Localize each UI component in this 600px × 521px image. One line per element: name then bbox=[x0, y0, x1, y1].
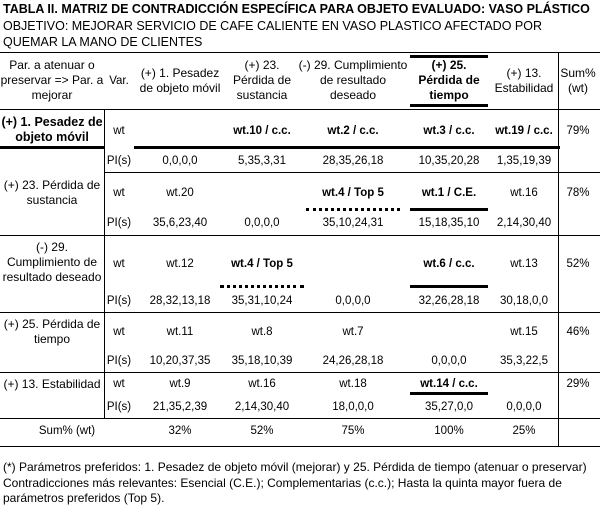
row4-pi-c1: 10,20,37,35 bbox=[149, 355, 211, 367]
preferred-row-marker bbox=[0, 146, 104, 149]
row5-pi-c1: 21,35,2,39 bbox=[152, 401, 208, 413]
header-col-1: (+) 1. Pesadez de objeto móvil bbox=[139, 66, 221, 95]
row3-c1: wt.12 bbox=[166, 258, 194, 270]
row3-wt: wt bbox=[113, 258, 125, 270]
row2-c1: wt.20 bbox=[166, 187, 194, 199]
row5-c23: wt.16 bbox=[248, 378, 276, 390]
row-label-29: (-) 29. Cumplimiento de resultado deseado bbox=[2, 240, 102, 284]
row2-wt: wt bbox=[113, 187, 125, 199]
row2-sum: 78% bbox=[566, 187, 590, 199]
row1-bottom-rule bbox=[104, 172, 600, 173]
preferred-col-marker-bottom bbox=[410, 104, 488, 107]
row2-pi-c1: 35,6,23,40 bbox=[152, 217, 208, 229]
sum-c23: 52% bbox=[250, 425, 274, 437]
sum-c1: 32% bbox=[168, 425, 192, 437]
row2-pi: PI(s) bbox=[106, 217, 132, 229]
row1-wt: wt bbox=[113, 125, 125, 137]
footnote bbox=[3, 460, 597, 507]
top5-marker-2 bbox=[220, 285, 304, 288]
row3-pi-c1: 28,32,13,18 bbox=[149, 295, 211, 307]
row3-c23: wt.4 / Top 5 bbox=[231, 258, 293, 270]
row1-pi-c1: 0,0,0,0 bbox=[162, 155, 198, 167]
row2-pi-c25: 15,18,35,10 bbox=[418, 217, 480, 229]
row5-c29: wt.18 bbox=[339, 378, 367, 390]
row2-pi-c13: 2,14,30,40 bbox=[496, 217, 552, 229]
row-label-1: (+) 1. Pesadez de objeto móvil bbox=[1, 115, 103, 144]
row4-sum: 46% bbox=[566, 326, 590, 338]
sum-c13: 25% bbox=[512, 425, 536, 437]
row3-pi-c25: 32,26,28,18 bbox=[418, 295, 480, 307]
row2-pi-c23: 0,0,0,0 bbox=[244, 217, 280, 229]
row1-sum: 79% bbox=[566, 125, 590, 137]
col-divider-sum bbox=[558, 53, 559, 446]
header-col-13: (+) 13. Estabilidad bbox=[494, 66, 554, 95]
sum-row-label: Sum% (wt) bbox=[38, 425, 96, 437]
row2-bottom-rule bbox=[0, 235, 600, 236]
row1-c25: wt.3 / c.c. bbox=[423, 125, 475, 137]
row1-pi-c25: 10,35,20,28 bbox=[418, 155, 480, 167]
header-rule bbox=[0, 109, 600, 110]
row1-pi-c29: 28,35,26,18 bbox=[322, 155, 384, 167]
row3-marker bbox=[410, 285, 488, 288]
row4-c29: wt.7 bbox=[342, 326, 364, 338]
row-label-13: (+) 13. Estabilidad bbox=[3, 377, 101, 391]
row1-pi-c13: 1,35,19,39 bbox=[496, 155, 552, 167]
header-corner: Par. a atenuar o preservar => Par. a mejorar bbox=[0, 58, 104, 102]
header-col-25: (+) 25. Pérdida de tiempo bbox=[418, 58, 480, 102]
row2-pi-c29: 35,10,24,31 bbox=[322, 217, 384, 229]
row1-c23: wt.10 / c.c. bbox=[233, 125, 291, 137]
row3-sum: 52% bbox=[566, 258, 590, 270]
row4-wt: wt bbox=[113, 326, 125, 338]
header-col-23: (+) 23. Pérdida de sustancia bbox=[232, 58, 292, 102]
row5-pi-c29: 18,0,0,0 bbox=[332, 401, 374, 413]
essential-marker bbox=[410, 208, 488, 211]
row5-bottom-rule bbox=[0, 418, 600, 419]
preferred-col-marker bbox=[410, 55, 488, 58]
col-divider-label bbox=[104, 110, 105, 418]
row5-pi: PI(s) bbox=[106, 401, 132, 413]
row4-pi-c25: 0,0,0,0 bbox=[431, 355, 467, 367]
header-sum: Sum% (wt) bbox=[560, 66, 596, 95]
top-rule bbox=[0, 52, 600, 53]
row4-pi-c23: 35,18,10,39 bbox=[231, 355, 293, 367]
row3-pi-c23: 35,31,10,24 bbox=[231, 295, 293, 307]
footnote-line-2: Contradicciones más relevantes: Esencial (C.E.); Complementarias (c.c.); Hasta la quinta mayor fuera de parámetros preferidos (Top 5). bbox=[3, 475, 562, 505]
row5-pi-c13: 0,0,0,0 bbox=[506, 401, 542, 413]
row3-bottom-rule bbox=[0, 312, 600, 313]
row1-pi: PI(s) bbox=[106, 155, 132, 167]
row3-pi: PI(s) bbox=[106, 295, 132, 307]
row4-pi: PI(s) bbox=[106, 355, 132, 367]
header-col-29: (-) 29. Cumplimiento de resultado deseado bbox=[298, 58, 408, 102]
row-label-23: (+) 23. Pérdida de sustancia bbox=[3, 178, 101, 207]
sum-c29: 75% bbox=[341, 425, 365, 437]
row4-c23: wt.8 bbox=[251, 326, 273, 338]
row5-wt: wt bbox=[113, 378, 125, 390]
row5-pi-c25: 35,27,0,0 bbox=[425, 401, 473, 413]
row5-sum: 29% bbox=[566, 378, 590, 390]
table-objective: OBJETIVO: MEJORAR SERVICIO DE CAFE CALIENTE EN VASO PLASTICO AFECTADO POR QUEMAR LA MANO DE CLIENTES bbox=[3, 19, 542, 49]
row4-pi-c13: 35,3,22,5 bbox=[500, 355, 548, 367]
row5-marker bbox=[410, 392, 488, 395]
header-var: Var. bbox=[109, 75, 129, 87]
row1-c13: wt.19 / c.c. bbox=[495, 125, 553, 137]
row5-c25: wt.14 / c.c. bbox=[420, 378, 478, 390]
table-title: TABLA II. MATRIZ DE CONTRADICCIÓN ESPECÍFICA PARA OBJETO EVALUADO: VASO PLÁSTICO bbox=[3, 2, 590, 16]
row2-c25: wt.1 / C.E. bbox=[421, 187, 477, 199]
top5-marker bbox=[306, 208, 400, 211]
row2-c29: wt.4 / Top 5 bbox=[322, 187, 384, 199]
row3-pi-c13: 30,18,0,0 bbox=[500, 295, 548, 307]
bottom-rule bbox=[0, 446, 600, 447]
row3-pi-c29: 0,0,0,0 bbox=[335, 295, 371, 307]
row3-c25: wt.6 / c.c. bbox=[423, 258, 475, 270]
sum-c25: 100% bbox=[434, 425, 464, 437]
row1-c29: wt.2 / c.c. bbox=[327, 125, 379, 137]
row4-bottom-rule bbox=[0, 372, 600, 373]
row3-c13: wt.13 bbox=[510, 258, 538, 270]
row4-c1: wt.11 bbox=[166, 326, 194, 338]
footnote-line-1: (*) Parámetros preferidos: 1. Pesadez de objeto móvil (mejorar) y 25. Pérdida de tiempo (atenuar o preservar) bbox=[3, 460, 587, 474]
row-label-25: (+) 25. Pérdida de tiempo bbox=[3, 317, 101, 346]
row5-c1: wt.9 bbox=[169, 378, 191, 390]
row5-pi-c23: 2,14,30,40 bbox=[234, 401, 290, 413]
row4-pi-c29: 24,26,28,18 bbox=[322, 355, 384, 367]
row4-c13: wt.15 bbox=[510, 326, 538, 338]
row1-thick-rule bbox=[134, 146, 560, 149]
row2-c13: wt.16 bbox=[510, 187, 538, 199]
row1-pi-c23: 5,35,3,31 bbox=[238, 155, 286, 167]
